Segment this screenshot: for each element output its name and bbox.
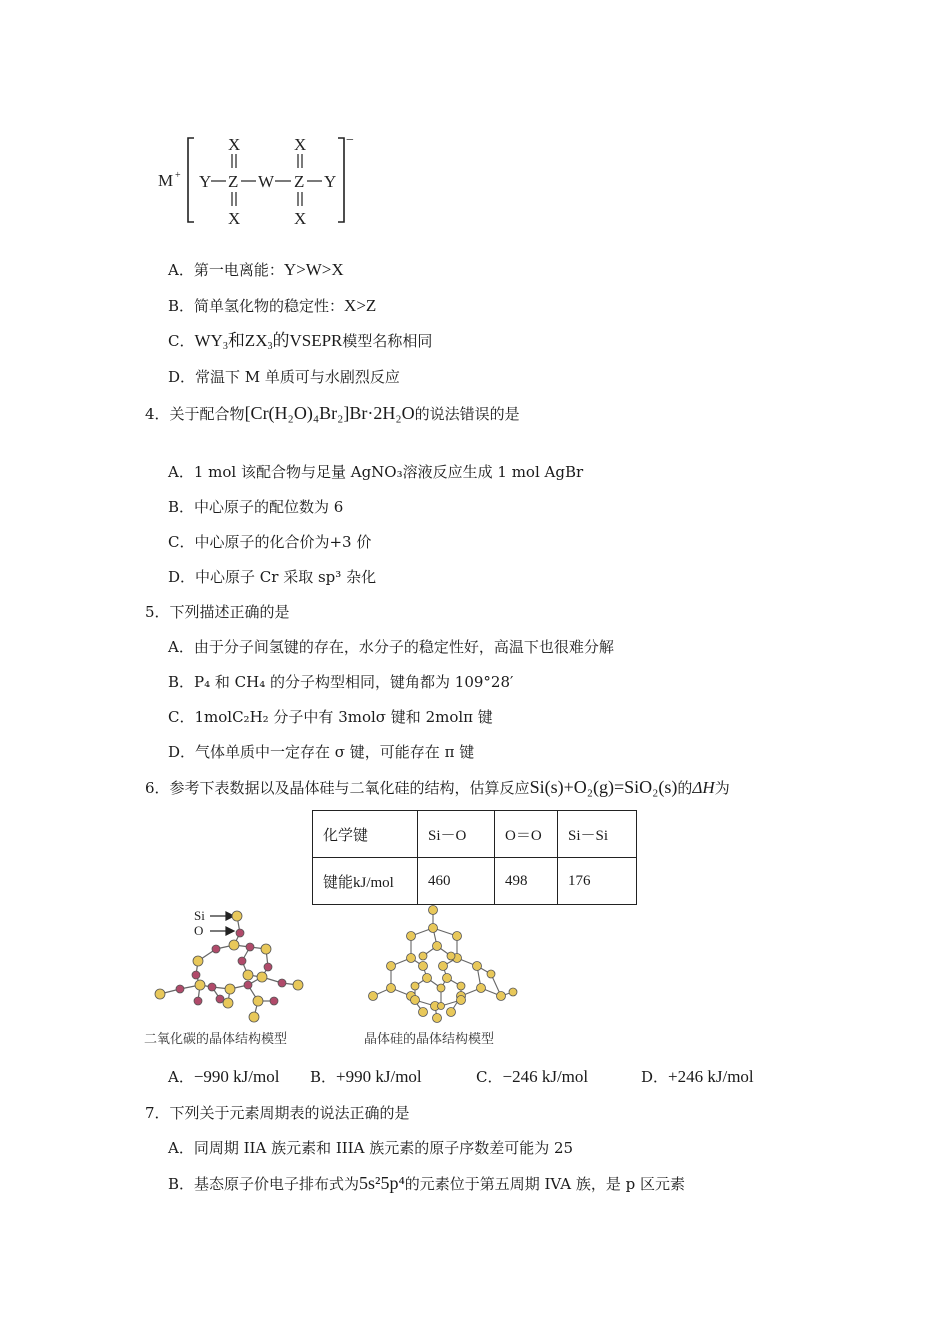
table-cell: Si－Si: [558, 811, 637, 858]
option-letter: C．: [168, 332, 195, 350]
left-bracket: [188, 138, 194, 222]
x-top-left: X: [228, 135, 241, 154]
q3-option-a: [168, 259, 344, 281]
chain-y-right: Y: [324, 172, 337, 191]
formula-zx: 和ZX: [227, 331, 268, 350]
table-cell: 化学键: [313, 811, 418, 858]
cation-plus: +: [175, 170, 181, 181]
option-letter: B．: [168, 297, 195, 315]
chain-z-right: Z: [294, 172, 305, 191]
option-text: 1molC₂H₂ 分子中有 3molσ 键和 2molπ 键: [194, 708, 493, 726]
ion-structure-diagram: [150, 130, 370, 230]
option-letter: B．: [168, 673, 195, 691]
question-number: 7．: [145, 1104, 170, 1122]
option-text: 模型名称相同: [342, 332, 433, 350]
q7-option-a: [168, 1137, 573, 1159]
stem-text: 的说法错误的是: [414, 405, 520, 423]
table-cell: 498: [495, 858, 558, 905]
option-text: 1 mol 该配合物与足量 AgNO₃溶液反应生成 1 mol AgBr: [193, 463, 584, 481]
option-text: 简单氢化物的稳定性：: [194, 297, 345, 315]
option-text: 中心原子的化合价为+3 价: [194, 533, 372, 551]
option-formula: X>Z: [344, 296, 377, 315]
option-text: 常温下 M 单质可与水剧烈反应: [195, 368, 400, 386]
electron-config: 5s²5p⁴: [359, 1173, 405, 1193]
option-value: −246 kJ/mol: [502, 1067, 589, 1086]
q6-option-c: [476, 1066, 588, 1088]
option-text: 的元素位于第五周期 IVA 族，是 p 区元素: [404, 1175, 685, 1193]
option-letter: A．: [168, 638, 194, 656]
option-letter: D．: [168, 743, 196, 761]
q5-option-a: [168, 636, 614, 658]
option-text: 中心原子的配位数为 6: [194, 498, 344, 516]
table-cell: 460: [418, 858, 495, 905]
question-number: 4．: [145, 405, 170, 423]
sio2-crystal-model: [150, 905, 320, 1025]
option-letter: A．: [168, 1068, 194, 1086]
option-text: 中心原子 Cr 采取 sp³ 杂化: [195, 568, 377, 586]
x-bottom-left: X: [228, 209, 241, 228]
q5-option-c: [168, 706, 493, 728]
stem-text: 为: [714, 779, 730, 797]
stem-text: 参考下表数据以及晶体硅与二氧化硅的结构，估算反应: [169, 779, 530, 797]
q4-option-d: [168, 566, 376, 588]
x-bottom-right: X: [294, 209, 307, 228]
option-text: P₄ 和 CH₄ 的分子构型相同，键角都为 109°28′: [194, 673, 514, 691]
q7-stem: [145, 1102, 410, 1124]
option-text: 由于分子间氢键的存在，水分子的稳定性好，高温下也很难分解: [193, 638, 614, 656]
table-cell: O＝O: [495, 811, 558, 858]
stem-text: 下列描述正确的是: [169, 603, 290, 621]
subscript: 3: [267, 341, 273, 352]
chain-z-left: Z: [228, 172, 239, 191]
q6-option-d: [641, 1066, 754, 1088]
q4-option-b: [168, 496, 343, 518]
reaction-equation: Si(s)+O₂(g)=SiO₂(s): [529, 777, 678, 797]
option-letter: B．: [168, 1175, 195, 1193]
bond-energy-table: [312, 810, 637, 905]
complex-formula: [Cr(H₂O)₄Br₂]Br·2H₂O: [244, 403, 415, 423]
stem-text: 的: [677, 779, 693, 797]
q6-option-a: [168, 1066, 279, 1088]
q4-stem: [145, 402, 520, 425]
q5-option-d: [168, 741, 474, 763]
q3-option-d: [168, 366, 400, 388]
q3-option-c: [168, 330, 432, 358]
q5-option-b: [168, 671, 513, 693]
option-letter: A．: [168, 261, 194, 279]
question-number: 5．: [145, 603, 170, 621]
chain-w: W: [258, 172, 275, 191]
q6-option-b: [310, 1066, 422, 1088]
option-letter: B．: [168, 498, 195, 516]
table-cell: 键能kJ/mol: [313, 858, 418, 905]
subscript: 3: [222, 341, 228, 352]
cation-label: M: [158, 171, 174, 190]
delta-h: ΔH: [692, 778, 715, 797]
si-label: Si: [194, 908, 205, 923]
x-top-right: X: [294, 135, 307, 154]
q6-stem: [145, 776, 730, 799]
option-letter: C．: [476, 1068, 503, 1086]
question-number: 6．: [145, 779, 170, 797]
anion-charge: −: [346, 133, 354, 148]
option-value: +990 kJ/mol: [336, 1067, 422, 1086]
option-letter: B．: [310, 1068, 337, 1086]
option-letter: D．: [641, 1068, 669, 1086]
option-letter: A．: [168, 463, 194, 481]
chain-y-left: Y: [199, 172, 212, 191]
q4-option-c: [168, 531, 371, 553]
formula-wy: WY: [194, 331, 223, 350]
option-letter: A．: [168, 1139, 194, 1157]
table-header-row: [313, 811, 637, 858]
option-value: −990 kJ/mol: [193, 1067, 280, 1086]
stem-text: 下列关于元素周期表的说法正确的是: [169, 1104, 410, 1122]
option-letter: C．: [168, 708, 195, 726]
table-cell: 176: [558, 858, 637, 905]
option-letter: D．: [168, 368, 196, 386]
stem-text: 关于配合物: [169, 405, 245, 423]
si-crystal-model: [365, 900, 525, 1025]
caption-si-model: 晶体硅的晶体结构模型: [364, 1032, 495, 1047]
q7-option-b: [168, 1172, 685, 1195]
option-text: 基态原子价电子排布式为: [194, 1175, 360, 1193]
option-text: 同周期 IIA 族元素和 IIIA 族元素的原子序数差可能为 25: [193, 1139, 574, 1157]
option-formula: Y>W>X: [283, 260, 344, 279]
vsepr-text: 的VSEPR: [272, 331, 343, 350]
option-text: 气体单质中一定存在 σ 键，可能存在 π 键: [195, 743, 475, 761]
q4-option-a: [168, 461, 583, 483]
table-row: [313, 858, 637, 905]
table-cell: Si－O: [418, 811, 495, 858]
option-letter: C．: [168, 533, 195, 551]
q3-option-b: [168, 295, 376, 317]
option-text: 第一电离能：: [193, 261, 284, 279]
option-letter: D．: [168, 568, 196, 586]
o-label: O: [194, 923, 204, 938]
option-value: +246 kJ/mol: [668, 1067, 754, 1086]
caption-sio2-model: 二氧化碳的晶体结构模型: [144, 1032, 288, 1047]
q5-stem: [145, 601, 290, 623]
right-bracket: [338, 138, 344, 222]
